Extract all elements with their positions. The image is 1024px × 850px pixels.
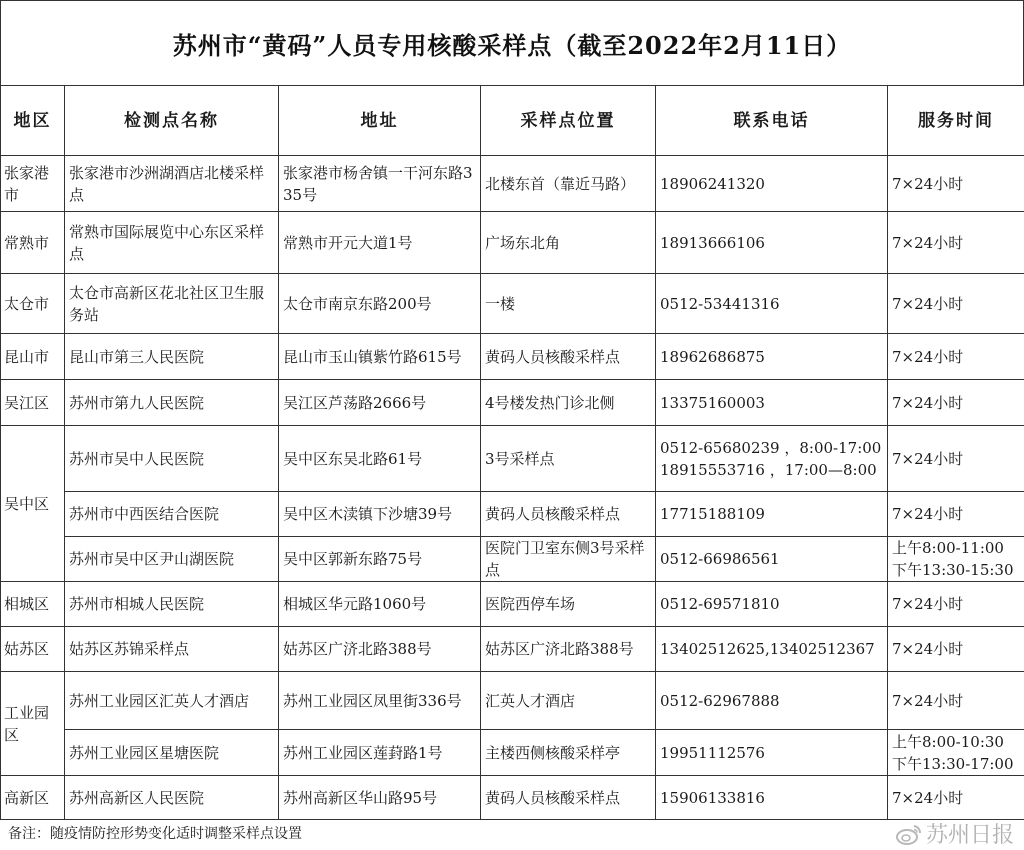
cell-site-name: 苏州市吴中人民医院 xyxy=(65,426,279,492)
cell-hours: 7×24小时 xyxy=(888,212,1024,274)
header-site-name: 检测点名称 xyxy=(65,86,279,156)
footnote: 备注：随疫情防控形势变化适时调整采样点设置 xyxy=(8,826,302,842)
cell-hours: 7×24小时 xyxy=(888,334,1024,380)
cell-hours: 7×24小时 xyxy=(888,582,1024,627)
cell-phone: 18962686875 xyxy=(656,334,888,380)
cell-phone: 13402512625,13402512367 xyxy=(656,627,888,672)
table-row xyxy=(1,274,1024,334)
cell-site-name: 苏州市第九人民医院 xyxy=(65,380,279,426)
cell-site-name: 昆山市第三人民医院 xyxy=(65,334,279,380)
cell-hours xyxy=(888,537,1024,582)
cell-phone: 18913666106 xyxy=(656,212,888,274)
cell-location: 3号采样点 xyxy=(481,426,656,492)
cell-site-name: 姑苏区苏锦采样点 xyxy=(65,627,279,672)
cell-site-name: 张家港市沙洲湖酒店北楼采样点 xyxy=(65,156,279,212)
header-location: 采样点位置 xyxy=(481,86,656,156)
cell-location: 黄码人员核酸采样点 xyxy=(481,492,656,537)
table-row xyxy=(1,334,1024,380)
table-row xyxy=(1,212,1024,274)
cell-site-name: 苏州高新区人民医院 xyxy=(65,776,279,820)
cell-location: 黄码人员核酸采样点 xyxy=(481,776,656,820)
cell-site-name: 太仓市高新区花北社区卫生服务站 xyxy=(65,274,279,334)
cell-address: 太仓市南京东路200号 xyxy=(279,274,481,334)
watermark-text: 苏州日报 xyxy=(925,823,1014,848)
hours-line: 上午8:00-11:00 xyxy=(892,539,1004,557)
cell-location: 北楼东首（靠近马路） xyxy=(481,156,656,212)
header-region: 地区 xyxy=(1,86,65,156)
cell-phone: 0512-53441316 xyxy=(656,274,888,334)
cell-hours: 7×24小时 xyxy=(888,274,1024,334)
cell-location: 汇英人才酒店 xyxy=(481,672,656,730)
cell-address: 吴中区东吴北路61号 xyxy=(279,426,481,492)
cell-hours: 7×24小时 xyxy=(888,627,1024,672)
phone-line: 18915553716 ，17:00—8:00 xyxy=(660,460,877,479)
hours-line: 下午13:30-15:30 xyxy=(892,561,1014,579)
title-bar xyxy=(0,0,1024,85)
cell-address: 吴中区木渎镇下沙塘39号 xyxy=(279,492,481,537)
cell-address: 常熟市开元大道1号 xyxy=(279,212,481,274)
table-header-row xyxy=(1,86,1024,156)
watermark xyxy=(896,818,1014,849)
cell-address: 吴中区郭新东路75号 xyxy=(279,537,481,582)
cell-hours: 7×24小时 xyxy=(888,672,1024,730)
cell-location: 黄码人员核酸采样点 xyxy=(481,334,656,380)
cell-phone: 19951112576 xyxy=(656,730,888,776)
cell-region: 高新区 xyxy=(1,776,65,820)
sampling-sites-table xyxy=(0,85,1024,820)
cell-site-name: 苏州市中西医结合医院 xyxy=(65,492,279,537)
cell-location: 广场东北角 xyxy=(481,212,656,274)
cell-address: 苏州工业园区凤里街336号 xyxy=(279,672,481,730)
table-row xyxy=(1,156,1024,212)
cell-phone: 18906241320 xyxy=(656,156,888,212)
cell-region: 张家港市 xyxy=(1,156,65,212)
cell-address: 苏州工业园区莲葑路1号 xyxy=(279,730,481,776)
cell-hours: 7×24小时 xyxy=(888,380,1024,426)
cell-site-name: 常熟市国际展览中心东区采样点 xyxy=(65,212,279,274)
header-hours: 服务时间 xyxy=(888,86,1024,156)
cell-site-name: 苏州市相城人民医院 xyxy=(65,582,279,627)
cell-phone: 0512-62967888 xyxy=(656,672,888,730)
cell-phone xyxy=(656,426,888,492)
header-phone: 联系电话 xyxy=(656,86,888,156)
cell-address: 吴江区芦荡路2666号 xyxy=(279,380,481,426)
weibo-logo-icon xyxy=(896,823,922,845)
hours-line: 下午13:30-17:00 xyxy=(892,754,1014,773)
page-title: 苏州市“黄码”人员专用核酸采样点（截至2022年2月11日） xyxy=(172,30,852,60)
cell-site-name: 苏州工业园区星塘医院 xyxy=(65,730,279,776)
cell-region: 工业园区 xyxy=(1,672,65,776)
cell-location: 主楼西侧核酸采样亭 xyxy=(481,730,656,776)
phone-line: 0512-65680239 ，8:00-17:00 xyxy=(660,438,882,457)
cell-phone: 0512-66986561 xyxy=(656,537,888,582)
table-row xyxy=(1,776,1024,820)
cell-phone: 0512-69571810 xyxy=(656,582,888,627)
table-row xyxy=(1,537,1024,582)
cell-location: 一楼 xyxy=(481,274,656,334)
cell-address: 相城区华元路1060号 xyxy=(279,582,481,627)
cell-site-name: 苏州工业园区汇英人才酒店 xyxy=(65,672,279,730)
cell-hours xyxy=(888,730,1024,776)
cell-phone: 15906133816 xyxy=(656,776,888,820)
cell-hours: 7×24小时 xyxy=(888,776,1024,820)
table-row xyxy=(1,380,1024,426)
cell-region: 姑苏区 xyxy=(1,627,65,672)
cell-region: 相城区 xyxy=(1,582,65,627)
hours-line: 上午8:00-10:30 xyxy=(892,732,1004,751)
cell-location: 医院门卫室东侧3号采样点 xyxy=(481,537,656,582)
cell-address: 姑苏区广济北路388号 xyxy=(279,627,481,672)
table-row xyxy=(1,492,1024,537)
cell-phone: 13375160003 xyxy=(656,380,888,426)
cell-region: 吴中区 xyxy=(1,426,65,582)
cell-region: 太仓市 xyxy=(1,274,65,334)
table-row xyxy=(1,672,1024,730)
cell-location: 4号楼发热门诊北侧 xyxy=(481,380,656,426)
cell-location: 医院西停车场 xyxy=(481,582,656,627)
cell-region: 吴江区 xyxy=(1,380,65,426)
cell-region: 昆山市 xyxy=(1,334,65,380)
table-row xyxy=(1,426,1024,492)
table-row xyxy=(1,730,1024,776)
cell-hours: 7×24小时 xyxy=(888,426,1024,492)
cell-location: 姑苏区广济北路388号 xyxy=(481,627,656,672)
cell-address: 昆山市玉山镇紫竹路615号 xyxy=(279,334,481,380)
cell-hours: 7×24小时 xyxy=(888,492,1024,537)
header-address: 地址 xyxy=(279,86,481,156)
cell-site-name: 苏州市吴中区尹山湖医院 xyxy=(65,537,279,582)
table-row xyxy=(1,582,1024,627)
table-row xyxy=(1,627,1024,672)
cell-address: 苏州高新区华山路95号 xyxy=(279,776,481,820)
cell-region: 常熟市 xyxy=(1,212,65,274)
cell-phone: 17715188109 xyxy=(656,492,888,537)
cell-hours: 7×24小时 xyxy=(888,156,1024,212)
cell-address: 张家港市杨舍镇一干河东路335号 xyxy=(279,156,481,212)
